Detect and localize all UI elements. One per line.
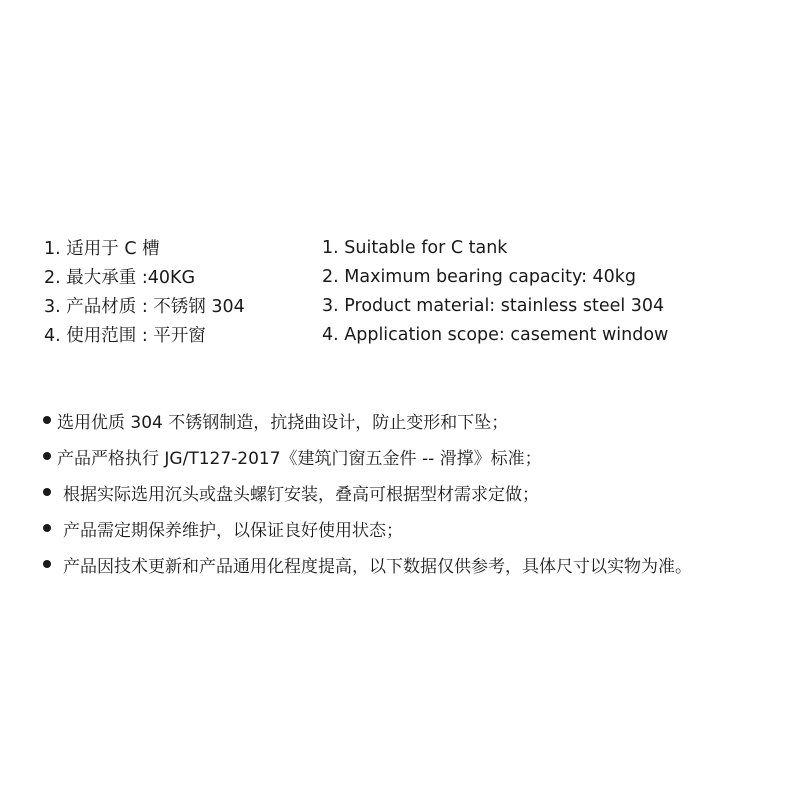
note-text: 产品因技术更新和产品通用化程度提高，以下数据仅供参考，具体尺寸以实物为准。 xyxy=(63,556,692,577)
note-item xyxy=(43,438,783,474)
bullet-icon xyxy=(43,488,51,496)
note-item xyxy=(43,510,783,546)
bullet-icon xyxy=(43,524,51,532)
bullet-icon xyxy=(43,560,51,568)
spec-row xyxy=(44,320,764,349)
spec-en: 3. Product material: stainless steel 304 xyxy=(322,295,665,316)
note-text: 产品需定期保养维护，以保证良好使用状态； xyxy=(63,520,403,541)
spec-zh: 1. 适用于 C 槽 xyxy=(44,239,160,259)
spec-en: 1. Suitable for C tank xyxy=(322,237,508,258)
spec-en: 4. Application scope: casement window xyxy=(322,324,669,345)
notes-list xyxy=(43,402,783,582)
bullet-icon xyxy=(43,452,51,460)
spec-en: 2. Maximum bearing capacity: 40kg xyxy=(322,266,637,287)
note-text: 产品严格执行 JG/T127-2017《建筑门窗五金件 -- 滑撑》标准； xyxy=(57,448,542,469)
note-text: 根据实际选用沉头或盘头螺钉安装，叠高可根据型材需求定做； xyxy=(63,484,539,505)
spec-row xyxy=(44,291,764,320)
spec-zh: 2. 最大承重 :40KG xyxy=(44,268,196,288)
note-item xyxy=(43,474,783,510)
spec-list xyxy=(44,233,764,349)
note-item xyxy=(43,546,783,582)
spec-row xyxy=(44,233,764,262)
note-text: 选用优质 304 不锈钢制造，抗挠曲设计，防止变形和下坠； xyxy=(57,412,509,433)
spec-row xyxy=(44,262,764,291)
spec-zh: 4. 使用范围 : 平开窗 xyxy=(44,326,206,346)
bullet-icon xyxy=(43,416,51,424)
note-item xyxy=(43,402,783,438)
spec-zh: 3. 产品材质 : 不锈钢 304 xyxy=(44,297,245,317)
